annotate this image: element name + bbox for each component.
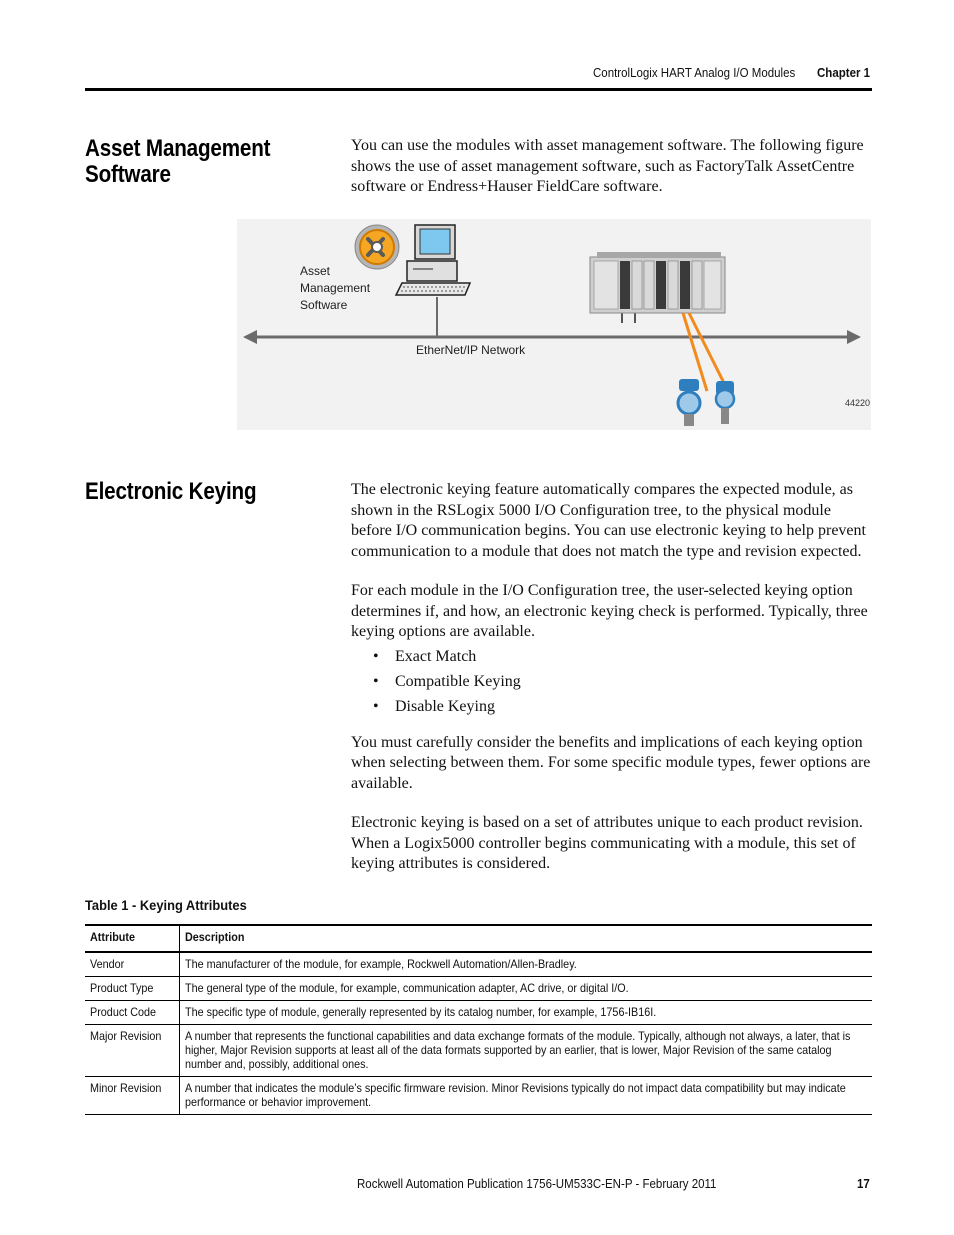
asset-heading xyxy=(85,136,270,188)
field-transmitter-1-icon xyxy=(678,379,700,426)
table-title: Table 1 - Keying Attributes xyxy=(85,897,247,913)
field-transmitter-2-icon xyxy=(716,381,734,424)
header-chapter: Chapter 1 xyxy=(817,66,871,80)
header-title: ControlLogix HART Analog I/O Modules xyxy=(593,66,796,80)
figure-number: 44220 xyxy=(845,398,871,408)
asset-label-line2: Management xyxy=(300,281,371,295)
footer-publication: Rockwell Automation Publication 1756-UM533C-EN-P - February 2011 xyxy=(357,1177,717,1191)
table-row xyxy=(85,1077,872,1115)
keying-option-compatible: • Compatible Keying xyxy=(373,672,873,697)
keying-paragraph-1: The electronic keying feature automatically compares the expected module, as shown in the RSLogix 5000 I/O Configuration tree, to the physical module before I/O communication begins. You can use electronic keying to help prevent communication to a module that does not match the type and revision expected. xyxy=(351,481,866,560)
row-description: A number that represents the functional capabilities and data exchange formats of the module. Typically, although not always, a later, that is higher, Major Revision supports at least all of the data formats supported by an earlier, that is lower, Major Revision of the same catalog number and, possibly, additional ones. xyxy=(180,1025,873,1077)
keying-paragraph-3: You must carefully consider the benefits and implications of each keying option when selecting between them. For some specific module types, fewer options are available. xyxy=(351,733,871,792)
asset-label-line3: Software xyxy=(300,298,348,312)
row-attribute: Product Type xyxy=(85,977,180,1001)
network-arrow-right-icon xyxy=(847,330,861,344)
controllogix-chassis-icon xyxy=(590,252,725,323)
table-row xyxy=(85,1025,872,1077)
row-attribute: Product Code xyxy=(85,1001,180,1025)
keying-paragraph-2: For each module in the I/O Configuration tree, the user-selected keying option determines if, and how, an electronic keying check is performed. Typically, three keying options are available. xyxy=(351,582,868,640)
row-description: The general type of the module, for example, communication adapter, AC drive, or digital I/O. xyxy=(180,977,873,1001)
row-attribute: Major Revision xyxy=(85,1025,180,1077)
network-arrow-left-icon xyxy=(243,330,257,344)
asset-paragraph-text: You can use the modules with asset management software. The following figure shows the use of asset management software, such as FactoryTalk AssetCentre software or Endress+Hauser FieldCare software. xyxy=(351,137,864,195)
table-row xyxy=(85,977,872,1001)
asset-paragraph xyxy=(351,136,871,198)
asset-heading-line2: Software xyxy=(85,161,171,188)
keying-attributes-table xyxy=(85,924,872,1115)
table-row xyxy=(85,1001,872,1025)
table-row xyxy=(85,952,872,977)
keying-paragraph-4: Electronic keying is based on a set of attributes unique to each product revision. When a Logix5000 controller begins communicating with a module, this set of keying attributes is considered. xyxy=(351,814,863,872)
workstation-icon xyxy=(396,225,470,337)
row-description: The specific type of module, generally represented by its catalog number, for example, 1756-IB16I. xyxy=(180,1001,873,1025)
asset-label-line1: Asset xyxy=(300,264,331,278)
row-description: The manufacturer of the module, for example, Rockwell Automation/Allen-Bradley. xyxy=(180,952,873,977)
col-description-header: Description xyxy=(180,925,873,952)
row-attribute: Vendor xyxy=(85,952,180,977)
keying-body xyxy=(351,480,873,875)
row-attribute: Minor Revision xyxy=(85,1077,180,1115)
page-number: 17 xyxy=(857,1177,870,1191)
keying-option-disable: • Disable Keying xyxy=(373,697,873,722)
keying-option-exact: • Exact Match xyxy=(373,647,873,672)
figure-diagram xyxy=(237,219,871,430)
asset-management-figure xyxy=(237,219,871,430)
table-header-row xyxy=(85,925,872,952)
keying-heading: Electronic Keying xyxy=(85,478,257,505)
asset-heading-line1: Asset Management xyxy=(85,135,271,162)
network-label: EtherNet/IP Network xyxy=(416,343,526,357)
col-attribute-header: Attribute xyxy=(85,925,180,952)
asset-label xyxy=(300,263,370,314)
keying-options-list xyxy=(373,647,873,722)
header-rule xyxy=(85,88,872,91)
row-description: A number that indicates the module’s specific firmware revision. Minor Revisions typically do not impact data compatibility but may indicate performance or behavior improvement. xyxy=(180,1077,873,1115)
